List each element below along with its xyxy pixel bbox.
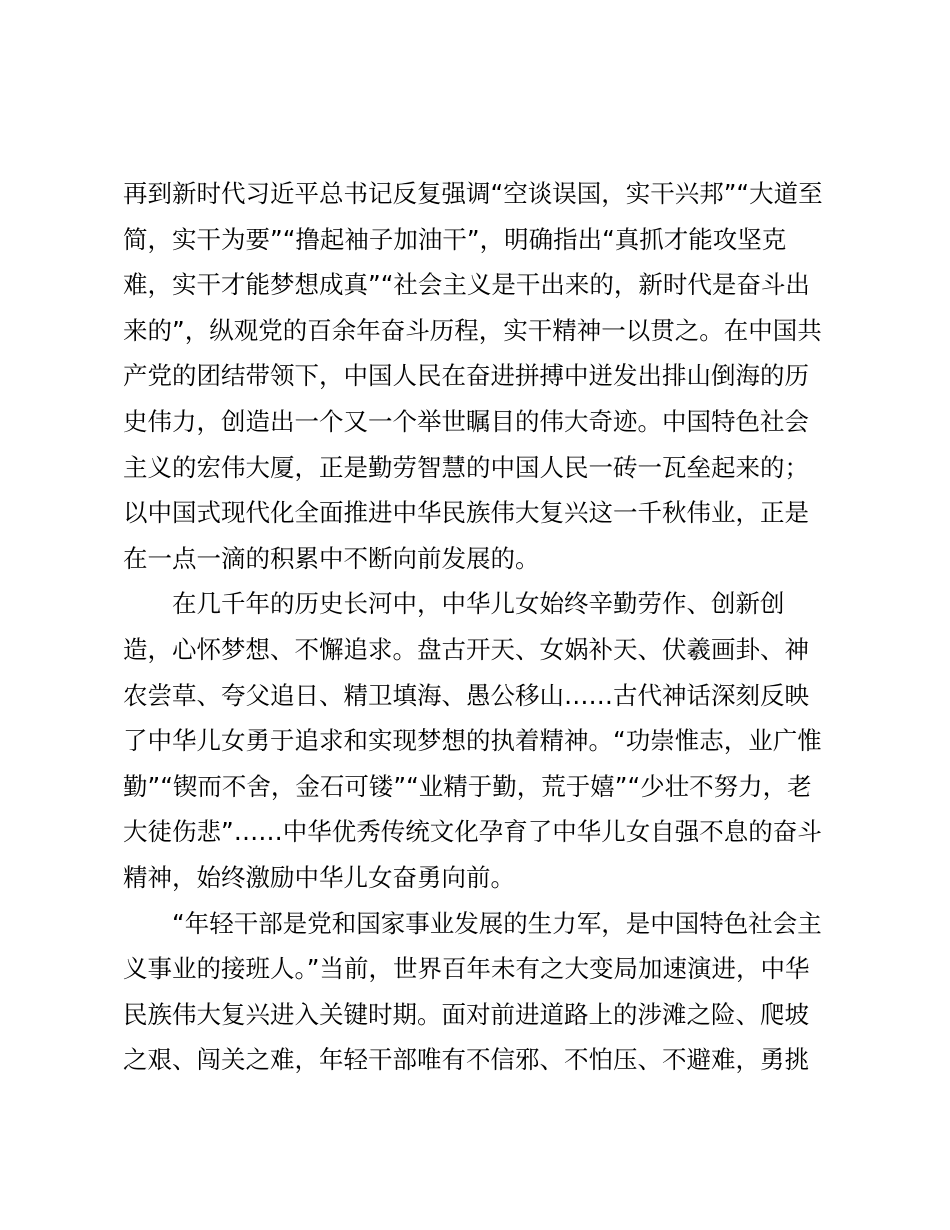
text-line: 简，实干为要”“撸起袖子加油干”，明确指出“真抓才能攻坚克 [123, 224, 787, 254]
text-line: 来的”，纵观党的百余年奋斗历程，实干精神一以贯之。在中国共 [123, 315, 822, 345]
paragraph-3 [123, 901, 835, 1083]
text-line: 之艰、闯关之难，年轻干部唯有不信邪、不怕压、不避难，勇挑 [123, 1045, 809, 1075]
text-line: 史伟力，创造出一个又一个举世瞩目的伟大奇迹。中国特色社会 [123, 406, 809, 436]
text-line: 再到新时代习近平总书记反复强调“空谈误国，实干兴邦”“大道至 [123, 179, 823, 208]
paragraph-1 [123, 171, 835, 581]
text-line: 农尝草、夸父追日、精卫填海、愚公移山……古代神话深刻反映 [123, 680, 809, 710]
text-line: 以中国式现代化全面推进中华民族伟大复兴这一千秋伟业，正是 [123, 498, 809, 528]
text-line: 勤”“锲而不舍，金石可镂”“业精于勤，荒于嬉”“少壮不努力，老 [123, 771, 812, 801]
text-line: 在一点一滴的积累中不断向前发展的。 [123, 543, 540, 573]
text-line: 在几千年的历史长河中，中华儿女始终辛勤劳作、创新创 [172, 589, 785, 619]
text-line: 精神，始终激励中华儿女奋勇向前。 [123, 862, 515, 892]
document-body [123, 171, 835, 1083]
paragraph-2 [123, 581, 835, 900]
text-line: 义事业的接班人。”当前，世界百年未有之大变局加速演进，中华 [123, 954, 810, 984]
text-line: 产党的团结带领下，中国人民在奋进拼搏中迸发出排山倒海的历 [123, 361, 809, 391]
text-line: 造，心怀梦想、不懈追求。盘古开天、女娲补天、伏羲画卦、神 [123, 634, 809, 664]
text-line: 大徒伤悲”……中华优秀传统文化孕育了中华儿女自强不息的奋斗 [123, 817, 822, 847]
text-line: 主义的宏伟大厦，正是勤劳智慧的中国人民一砖一瓦垒起来的； [123, 452, 809, 482]
text-line: 民族伟大复兴进入关键时期。面对前进道路上的涉滩之险、爬坡 [123, 999, 809, 1029]
text-line: 了中华儿女勇于追求和实现梦想的执着精神。“功崇惟志，业广惟 [123, 726, 822, 756]
text-line: 难，实干才能梦想成真”“社会主义是干出来的，新时代是奋斗出 [123, 270, 810, 300]
text-line: “年轻干部是党和国家事业发展的生力军，是中国特色社会主 [172, 908, 822, 938]
